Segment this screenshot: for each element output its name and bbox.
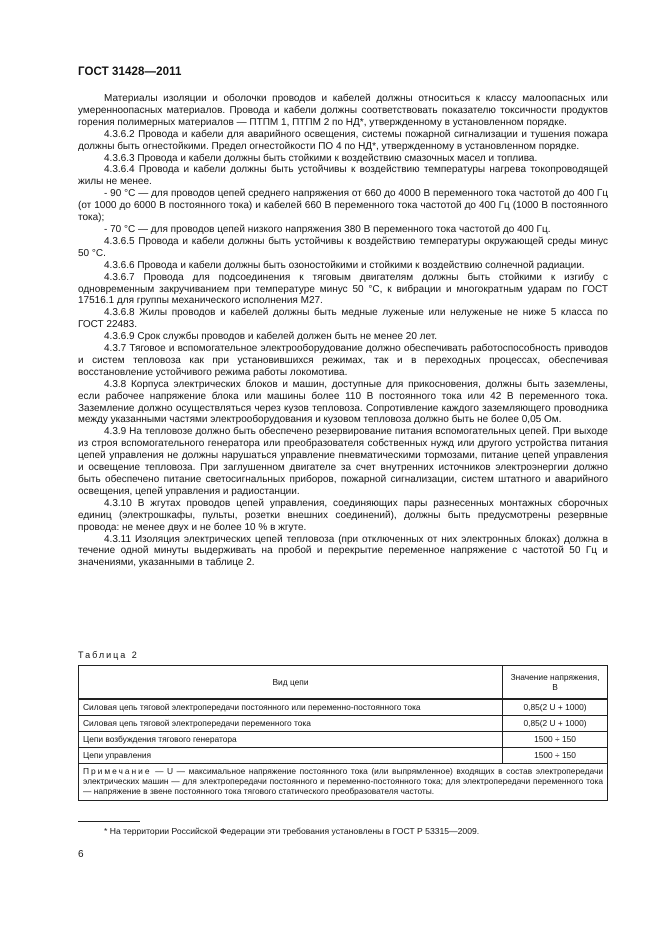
page-number: 6 — [78, 849, 84, 860]
table-note — [79, 764, 608, 801]
paragraph: 4.3.6.2 Провода и кабели для аварийного освещения, системы пожарной сигнализации и тушения пожара должны быть огнестойкими. Предел огнестойкости ПО 4 по НД*, утвержденному в установленном порядке. — [78, 128, 608, 152]
paragraph: 4.3.9 На тепловозе должно быть обеспечено резервирование питания вспомогательных цепей. При выходе из строя вспомогательного генератора или преобразователя собственных нужд или другого устройства питания цепей управления не должны нарушаться управление пневматическими тормозами, питание цепей управления и освещение тепловоза. При заглушенном двигателе за счет внутренних источников электроэнергии должно быть обеспечено питание светосигнальных приборов, пожарной сигнализации, систем штатного и аварийного освещения, цепей управления и радиостанции. — [78, 426, 608, 497]
cell-circuit: Силовая цепь тяговой электропередачи переменного тока — [79, 716, 503, 732]
table-caption: Таблица 2 — [78, 650, 139, 660]
paragraph: 4.3.6.5 Провода и кабели должны быть устойчивы к воздействию температуры окружающей среды минус 50 °С. — [78, 235, 608, 259]
cell-voltage: 1500 ÷ 150 — [503, 732, 608, 748]
paragraph: - 90 °С — для проводов цепей среднего напряжения от 660 до 4000 В переменного тока частотой до 400 Гц (от 1000 до 6000 В постоянного тока) и кабелей 660 В переменного тока частотой до 400 Гц (1000 В постоянного тока); — [78, 188, 608, 224]
paragraph: 4.3.6.6 Провода и кабели должны быть озоностойкими и стойкими к воздействию солнечной радиации. — [104, 259, 585, 271]
footnote: * На территории Российской Федерации эти требования установлены в ГОСТ Р 53315—2009. — [104, 826, 480, 836]
paragraph: 4.3.6.8 Жилы проводов и кабелей должны быть медные луженые или нелуженые не ниже 5 класса по ГОСТ 22483. — [78, 307, 608, 331]
cell-voltage: 0,85(2 U + 1000) — [503, 699, 608, 716]
cell-voltage: 0,85(2 U + 1000) — [503, 716, 608, 732]
paragraph: 4.3.6.7 Провода для подсоединения к тяговым двигателям должны быть стойкими к изгибу с одновременным закручиванием при температуре минус 50 °С, к вибрации и многократным ударам по ГОСТ 17516.1 для группы механического исполнения М27. — [78, 271, 608, 307]
table-row — [79, 748, 608, 764]
document-body — [78, 93, 608, 569]
note-label: Примечание — [83, 766, 152, 776]
paragraph: 4.3.7 Тяговое и вспомогательное электрооборудование должно обеспечивать работоспособность приводов и систем тепловоза как при установившихся режимах, так и в переходных процессах, обеспечивая восстановление устойчивого режима работы локомотива. — [78, 343, 608, 378]
paragraph: 4.3.10 В жгутах проводов цепей управления, соединяющих пары разнесенных монтажных сборочных единиц (электрошкафы, пульты, розетки внешних соединений), должны быть предусмотрены резервные провода: не менее двух и не более 10 % в жгуте. — [78, 497, 608, 533]
cell-circuit: Цепи управления — [79, 748, 503, 764]
table-note-row — [79, 764, 608, 801]
cell-circuit: Цепи возбуждения тягового генератора — [79, 732, 503, 748]
cell-voltage: 1500 ÷ 150 — [503, 748, 608, 764]
table-header-row — [79, 666, 608, 700]
footnote-divider — [78, 821, 140, 822]
table-row — [79, 716, 608, 732]
paragraph: 4.3.11 Изоляция электрических цепей тепловоза (при отключенных от них электронных блоках) должна в течение одной минуты выдерживать на пробой и перекрытие переменное напряжение с частотой 50 Гц и значениями, указанными в таблице 2. — [78, 533, 608, 569]
paragraph: 4.3.6.4 Провода и кабели должны быть устойчивы к воздействию температуры нагрева токопроводящей жилы не менее. — [78, 164, 608, 188]
paragraph: Материалы изоляции и оболочки проводов и кабелей должны относиться к классу малоопасных или умеренноопасных материалов. Провода и кабели должны соответствовать показателю токсичности продуктов горения полимерных материалов — ПТПМ 1, ПТПМ 2 по НД*, утвержденному в установленном порядке. — [78, 93, 608, 128]
table-row — [79, 699, 608, 716]
paragraph: - 70 °С — для проводов цепей низкого напряжения 380 В переменного тока частотой до 400 Гц. — [104, 223, 551, 235]
cell-circuit: Силовая цепь тяговой электропередачи постоянного или переменно-постоянного тока — [79, 699, 503, 716]
column-header-voltage: Значение напряжения, В — [503, 666, 608, 700]
voltage-table — [78, 665, 608, 801]
paragraph: 4.3.6.9 Срок службы проводов и кабелей должен быть не менее 20 лет. — [104, 331, 437, 343]
document-header: ГОСТ 31428—2011 — [78, 66, 182, 78]
table-row — [79, 732, 608, 748]
note-text: — U — максимальное напряжение постоянного тока (или выпрямленное) входящих в состав электропередачи электрических машин — для электропередачи постоянного и переменно-постоянного тока; для электропередачи переменного тока — напряжение в звене постоянного тока тягового статического преобразователя частоты. — [83, 766, 603, 797]
paragraph: 4.3.6.3 Провода и кабели должны быть стойкими к воздействию смазочных масел и топлива. — [104, 152, 538, 164]
column-header-circuit: Вид цепи — [79, 666, 503, 700]
paragraph: 4.3.8 Корпуса электрических блоков и машин, доступные для прикосновения, должны быть заземлены, если рабочее напряжение блока или машины более 110 В постоянного тока или 42 В переменного тока. Заземление должно осуществляться через кузов тепловоза. Сопротивление каждого заземляющего проводника между указанными частями электрооборудования и кузовом тепловоза должно быть не более 0,05 Ом. — [78, 378, 608, 426]
